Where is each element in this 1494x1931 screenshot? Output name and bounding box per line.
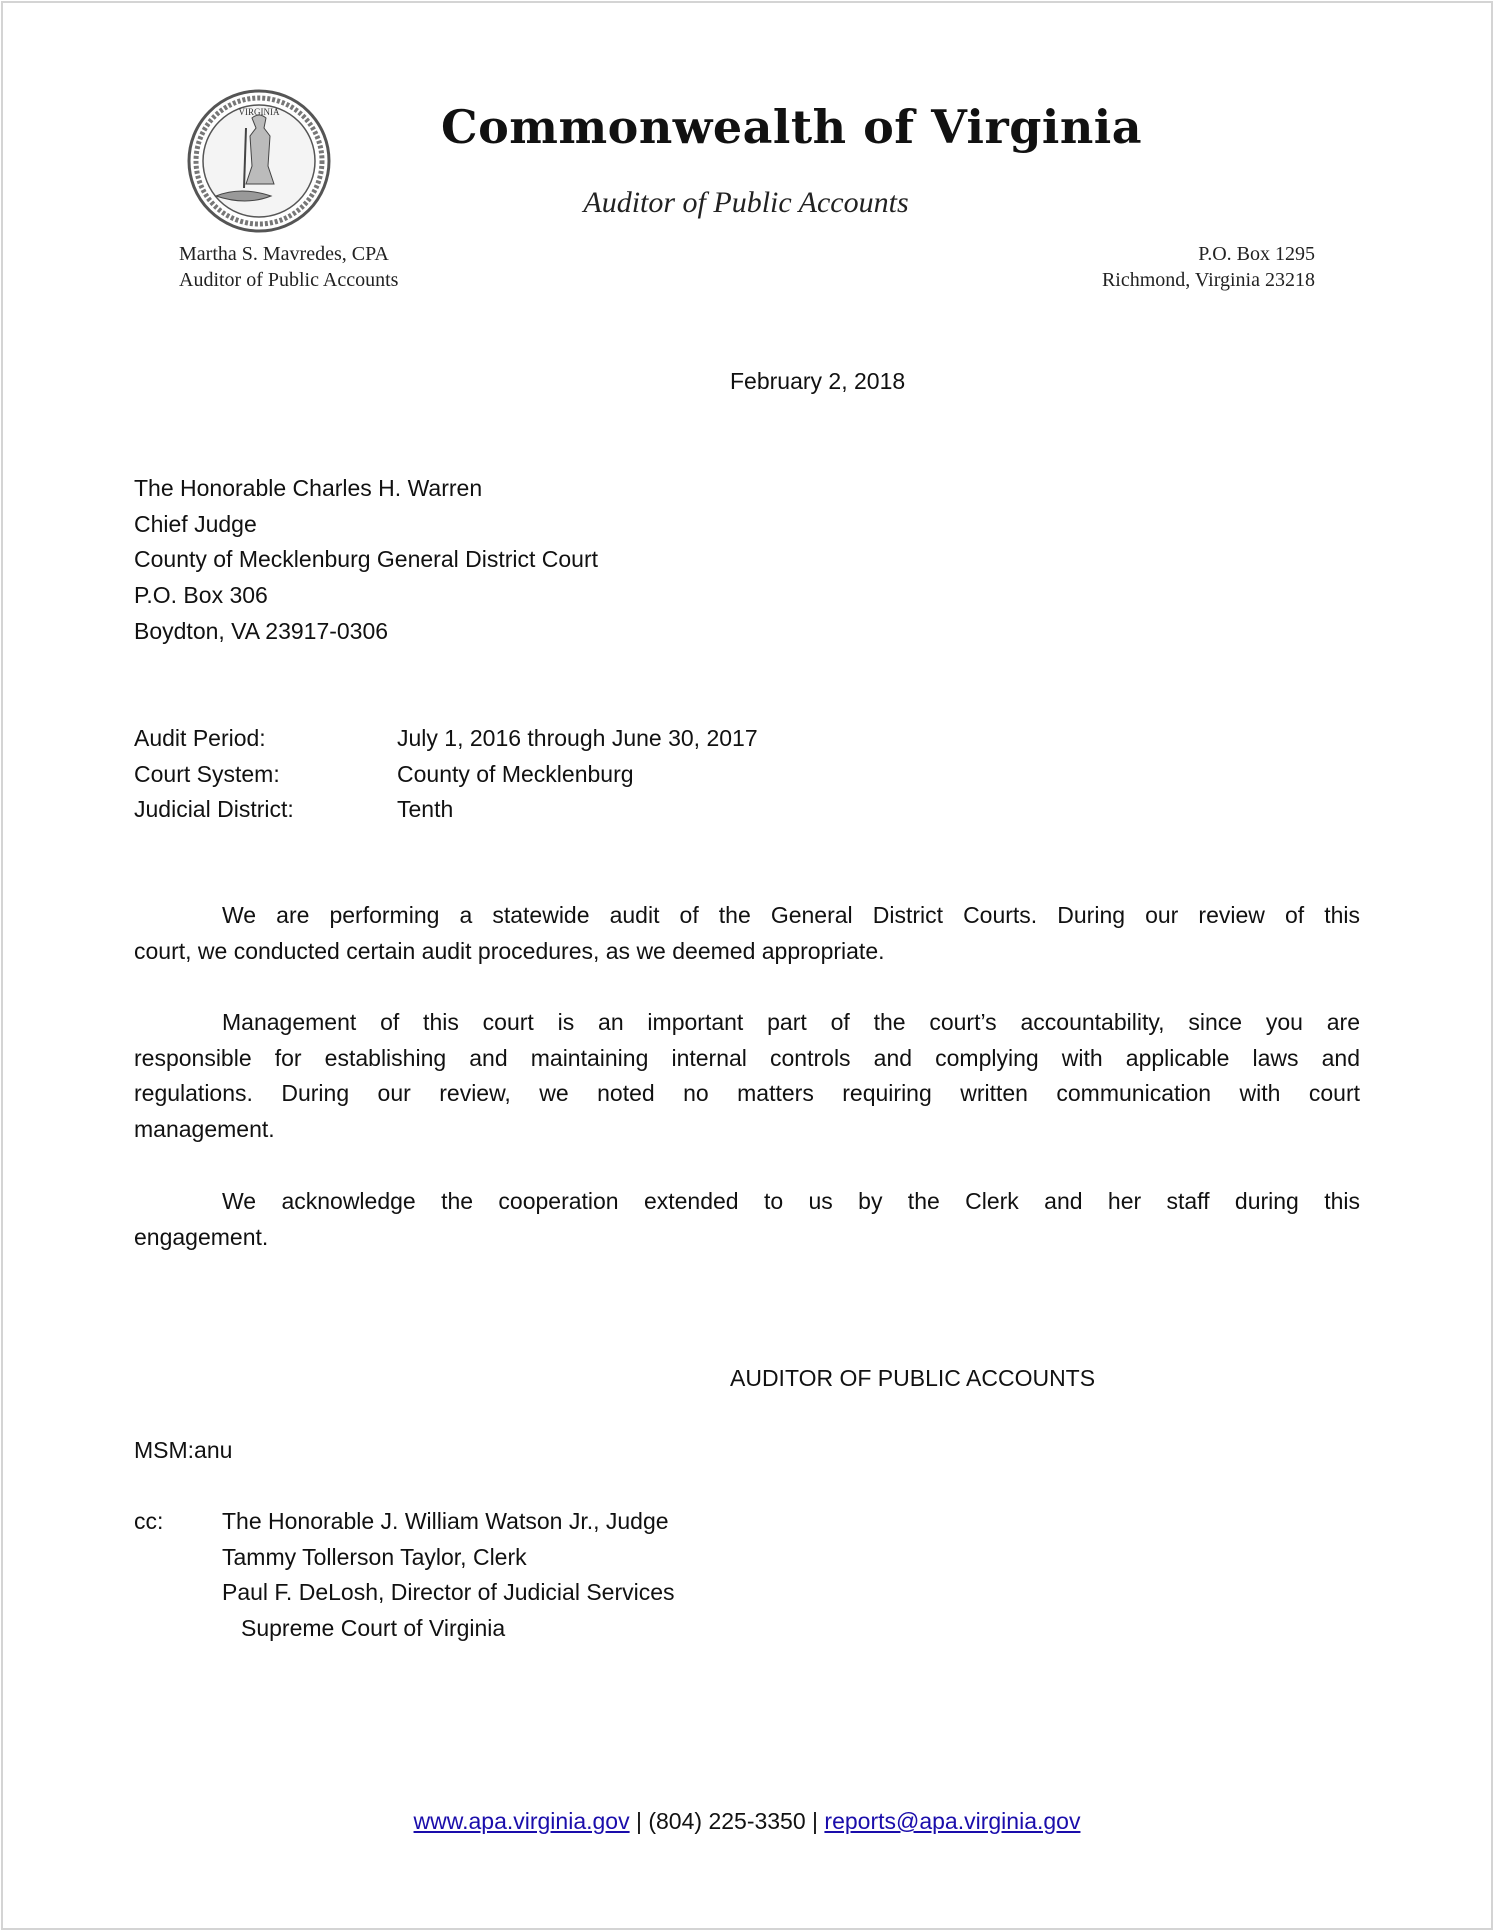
letter-date: February 2, 2018	[730, 368, 906, 394]
office-address-block	[1102, 241, 1315, 293]
cc-recipient: Tammy Tollerson Taylor, Clerk	[222, 1543, 527, 1570]
auditor-title: Auditor of Public Accounts	[179, 269, 399, 291]
audit-info-row	[134, 792, 934, 828]
paragraph-1	[134, 898, 1360, 969]
letterhead-subtitle: Auditor of Public Accounts	[583, 186, 909, 219]
city-state: Richmond, Virginia 23218	[1101, 269, 1315, 291]
audit-info	[134, 721, 934, 828]
paragraph-2	[134, 1005, 1360, 1148]
audit-info-row	[134, 721, 934, 757]
paragraph-line: Management of this court is an important part of the court’s accountability, since you are	[222, 1009, 1360, 1035]
audit-info-label: Audit Period:	[134, 725, 266, 751]
audit-info-value: County of Mecklenburg	[397, 760, 634, 787]
paragraph-line: responsible for establishing and maintaining internal controls and complying with applicable laws and	[134, 1044, 1360, 1071]
paragraph-3	[134, 1184, 1360, 1255]
paragraph-line: engagement.	[134, 1223, 269, 1250]
audit-info-row	[134, 757, 934, 793]
po-box: P.O. Box 1295	[1198, 243, 1315, 265]
auditor-name-block	[179, 241, 398, 293]
paragraph-line: We acknowledge the cooperation extended to us by the Clerk and her staff during this	[222, 1188, 1360, 1214]
email-link[interactable]: reports@apa.virginia.gov	[824, 1808, 1081, 1834]
recipient-line: The Honorable Charles H. Warren	[134, 475, 483, 501]
auditor-name: Martha S. Mavredes, CPA	[179, 243, 389, 265]
recipient-line: Boydton, VA 23917-0306	[134, 617, 389, 644]
paragraph-line: court, we conducted certain audit procedures, as we deemed appropriate.	[134, 937, 885, 964]
cc-recipient: Paul F. DeLosh, Director of Judicial Services	[222, 1579, 675, 1606]
recipient-line: P.O. Box 306	[134, 582, 268, 609]
website-link[interactable]: www.apa.virginia.gov	[413, 1808, 630, 1834]
recipient-line: County of Mecklenburg General District Court	[134, 546, 599, 573]
cc-list	[222, 1504, 675, 1647]
audit-info-value: July 1, 2016 through June 30, 2017	[397, 725, 758, 751]
footer	[0, 1808, 1494, 1835]
virginia-seal-icon	[186, 88, 332, 234]
paragraph-line: We are performing a statewide audit of the General District Courts. During our review of this	[222, 902, 1360, 928]
audit-info-label: Judicial District:	[134, 796, 294, 823]
letterhead-title: Commonwealth of Virginia	[441, 100, 1143, 154]
cc-recipient: The Honorable J. William Watson Jr., Judge	[222, 1508, 669, 1534]
audit-info-value: Tenth	[397, 796, 454, 823]
phone-number: (804) 225-3350	[648, 1808, 806, 1834]
footer-separator: |	[635, 1808, 642, 1834]
recipient-line: Chief Judge	[134, 510, 257, 537]
paragraph-line: management.	[134, 1116, 275, 1143]
paragraph-line: regulations. During our review, we noted no matters requiring written communication with court	[134, 1080, 1360, 1107]
svg-text:VIRGINIA: VIRGINIA	[238, 107, 280, 117]
audit-info-label: Court System:	[134, 760, 280, 787]
signature-block: AUDITOR OF PUBLIC ACCOUNTS	[730, 1365, 1096, 1391]
initials: MSM:anu	[134, 1437, 233, 1463]
footer-separator: |	[812, 1808, 819, 1834]
cc-recipient: Supreme Court of Virginia	[241, 1615, 506, 1642]
recipient-address	[134, 471, 598, 650]
cc-label: cc:	[134, 1508, 164, 1534]
